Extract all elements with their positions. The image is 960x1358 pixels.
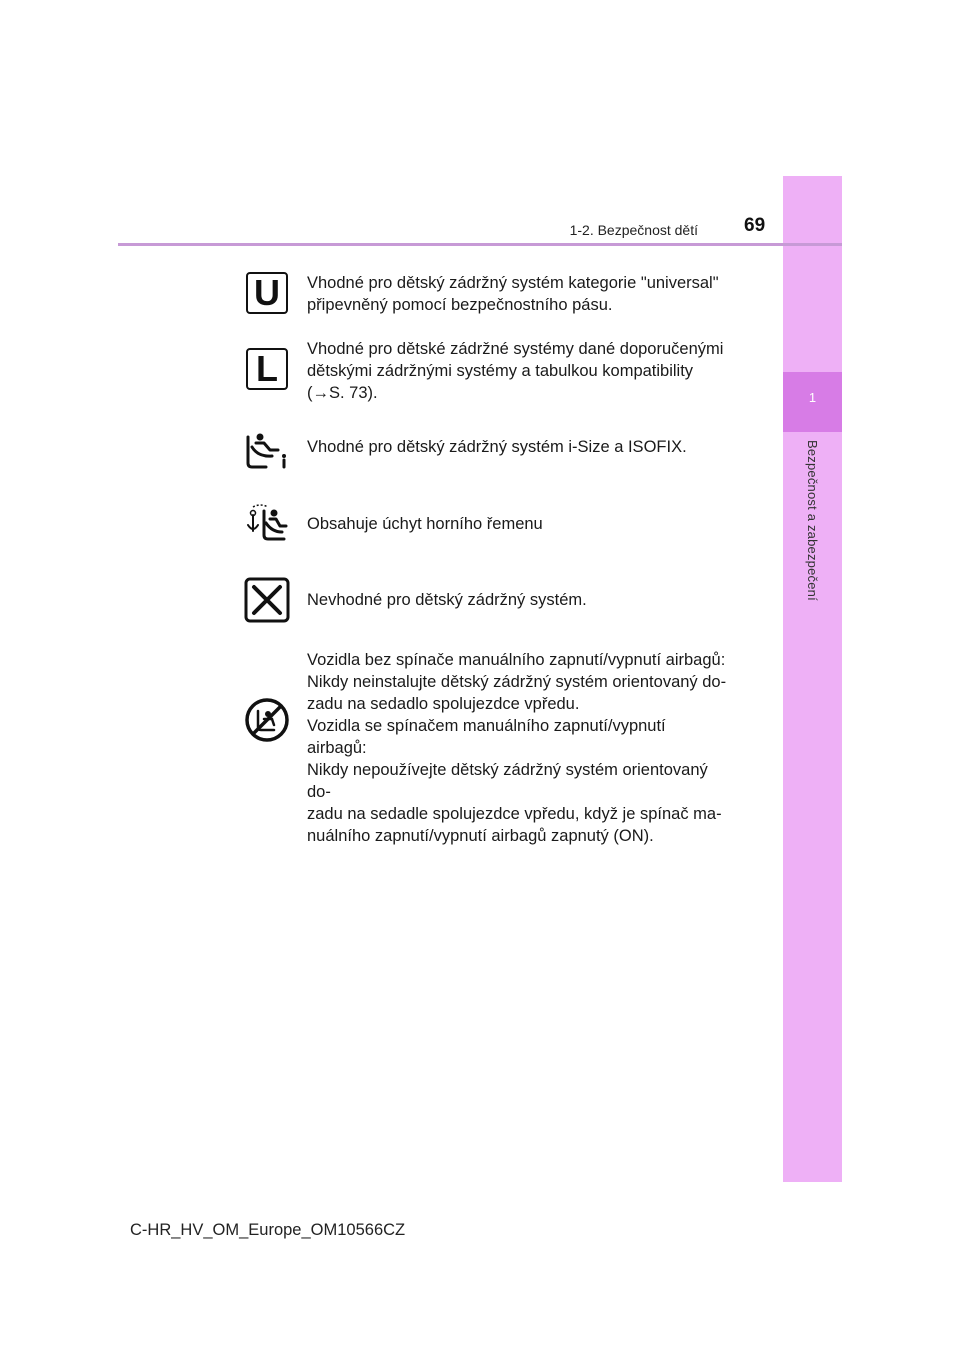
letter-l-glyph: L bbox=[246, 348, 288, 390]
section-title: 1-2. Bezpečnost dětí bbox=[569, 222, 698, 238]
legend-line: Obsahuje úchyt horního řemenu bbox=[307, 515, 543, 533]
legend-text bbox=[307, 589, 727, 611]
header-divider bbox=[118, 243, 842, 246]
legend-line: (→S. 73). bbox=[307, 384, 378, 402]
legend-line: Vhodné pro dětský zádržný systém i-Size a ISOFIX. bbox=[307, 438, 687, 456]
legend-text bbox=[307, 513, 727, 535]
document-code: C-HR_HV_OM_Europe_OM10566CZ bbox=[130, 1221, 406, 1239]
isofix-seat-icon bbox=[244, 423, 290, 469]
legend-line: zadu na sedadlo spolujezdce vpředu. bbox=[307, 695, 580, 713]
legend-line: Nikdy nepoužívejte dětský zádržný systém orientovaný do- bbox=[307, 761, 708, 801]
legend-line: zadu na sedadle spolujezdce vpředu, když je spínač ma- bbox=[307, 805, 722, 823]
chapter-number: 1 bbox=[808, 390, 817, 405]
universal-u-glyph: U bbox=[246, 272, 288, 314]
legend-line: Vhodné pro dětský zádržný systém kategorie "universal" bbox=[307, 274, 719, 292]
chapter-side-tab bbox=[783, 176, 842, 1182]
chapter-title: Bezpečnost a zabezpečení bbox=[805, 440, 820, 601]
legend-line: připevněný pomocí bezpečnostního pásu. bbox=[307, 296, 613, 314]
legend-line: Nevhodné pro dětský zádržný systém. bbox=[307, 591, 587, 609]
legend-line: Vozidla se spínačem manuálního zapnutí/vypnutí airbagů: bbox=[307, 717, 666, 757]
page-number: 69 bbox=[744, 215, 766, 236]
legend-text bbox=[307, 649, 727, 847]
legend-line: Vozidla bez spínače manuálního zapnutí/vypnutí airbagů: bbox=[307, 651, 726, 669]
universal-u-icon bbox=[244, 270, 290, 316]
letter-l-icon bbox=[244, 346, 290, 392]
legend-text bbox=[307, 338, 727, 404]
top-tether-anchor-icon bbox=[244, 501, 290, 547]
legend-text bbox=[307, 436, 727, 458]
legend-line: nuálního zapnutí/vypnutí airbagů zapnutý (ON). bbox=[307, 827, 654, 845]
legend-line: Nikdy neinstalujte dětský zádržný systém orientovaný do- bbox=[307, 673, 727, 691]
legend-line: dětskými zádržnými systémy a tabulkou kompatibility bbox=[307, 362, 694, 380]
legend-text bbox=[307, 272, 727, 316]
legend-line: Vhodné pro dětské zádržné systémy dané doporučenými bbox=[307, 340, 724, 358]
crossed-box-icon bbox=[244, 577, 290, 623]
no-rear-facing-seat-icon bbox=[244, 697, 290, 743]
